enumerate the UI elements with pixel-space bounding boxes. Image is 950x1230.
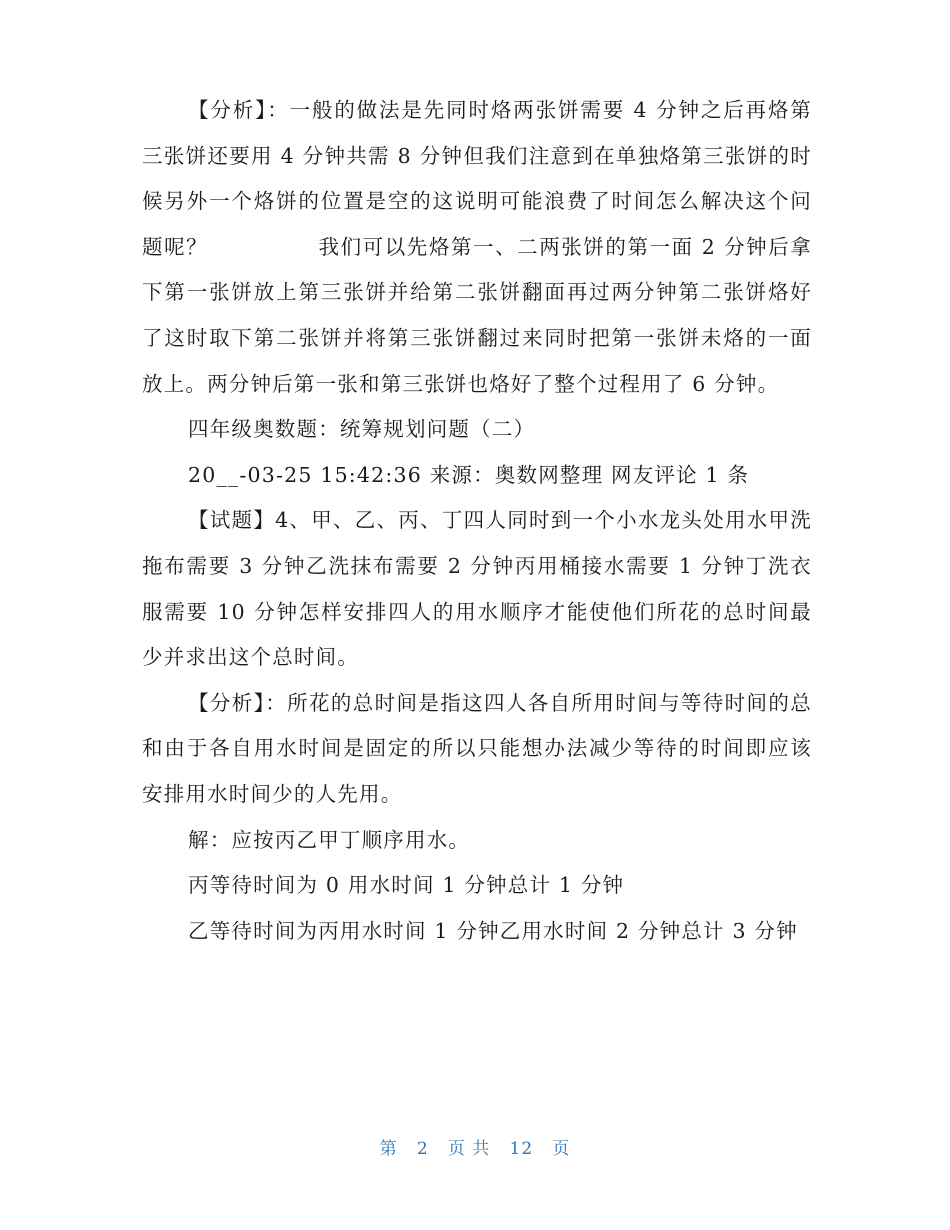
analysis-paragraph-2: 【分析】：所花的总时间是指这四人各自所用时间与等待时间的总和由于各自用水时间是固定的所以只能想办法减少等待的时间即应该安排用水时间少的人先用。	[142, 690, 812, 806]
question-paragraph: 【试题】4、甲、乙、丙、丁四人同时到一个小水龙头处用水甲洗拖布需要 3 分钟乙洗抹布需要 2 分钟丙用桶接水需要 1 分钟丁洗衣服需要 10 分钟怎样安排四人的用水顺序才能使他们所花的总时间最少并求出这个总时间。	[142, 508, 812, 670]
footer-suffix: 页	[552, 1139, 571, 1159]
section-title: 四年级奥数题：统筹规划问题（二）	[188, 417, 536, 442]
document-body	[142, 88, 812, 954]
footer-middle: 页 共	[447, 1139, 491, 1159]
analysis-paragraph-1: 【分析】：一般的做法是先同时烙两张饼需要 4 分钟之后再烙第三张饼还要用 4 分钟共需 8 分钟但我们注意到在单独烙第三张饼的时候另外一个烙饼的位置是空的这说明可能浪费了时间怎么解决这个问题呢？ 我们可以先烙第一、二两张饼的第一面 2 分钟后拿下第一张饼放上第三张饼并给第二张饼翻面再过两分钟第二张饼烙好了这时取下第二张饼并将第三张饼翻过来同时把第一张饼未烙的一面放上。两分钟后第一张和第三张饼也烙好了整个过程用了 6 分钟。	[142, 98, 812, 396]
footer-prefix: 第	[379, 1139, 398, 1159]
footer-total-pages: 12	[509, 1139, 534, 1159]
solution-step-1: 丙等待时间为 0 用水时间 1 分钟总计 1 分钟	[188, 873, 625, 898]
article-meta: 20__-03-25 15:42:36 来源：奥数网整理 网友评论 1 条	[188, 462, 750, 487]
footer-page-number: 2	[416, 1139, 429, 1159]
solution-line: 解：应按丙乙甲丁顺序用水。	[188, 827, 471, 852]
page-footer	[0, 1134, 950, 1159]
solution-step-2: 乙等待时间为丙用水时间 1 分钟乙用水时间 2 分钟总计 3 分钟	[188, 918, 798, 943]
